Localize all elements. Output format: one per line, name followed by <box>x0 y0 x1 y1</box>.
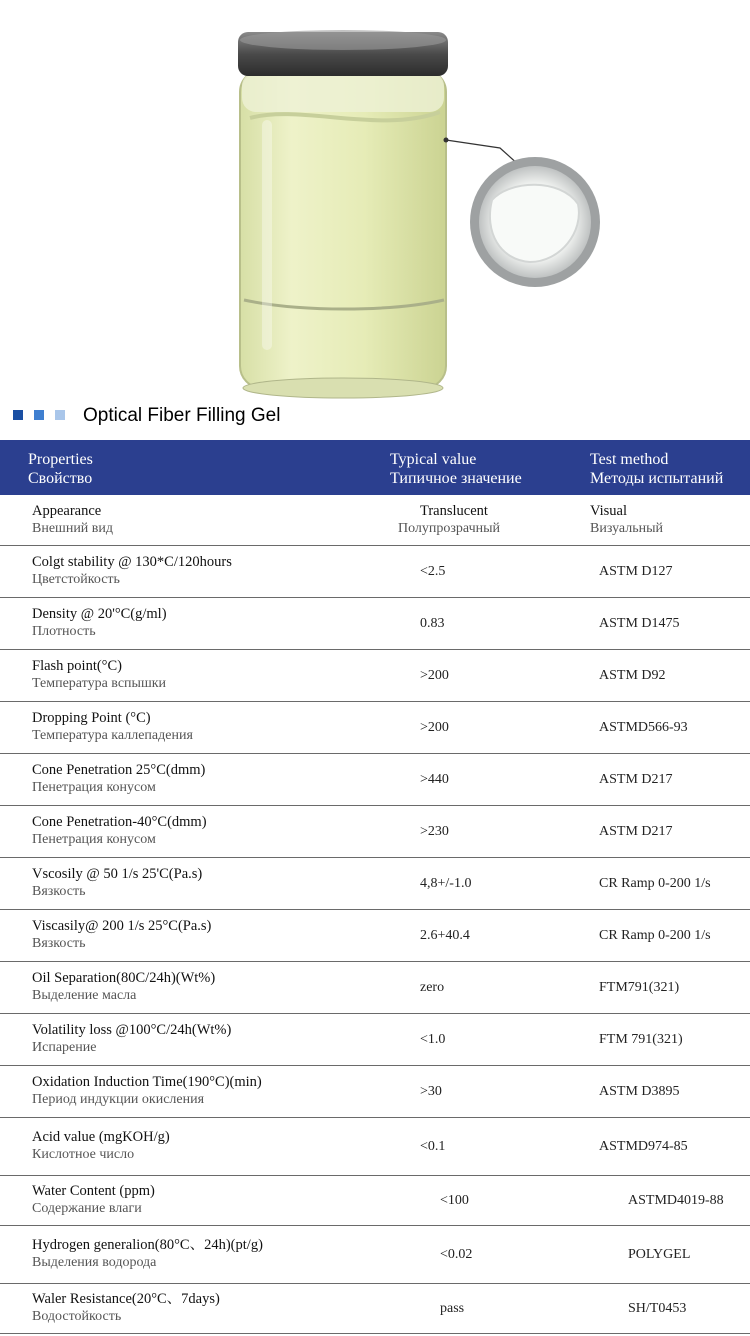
method-ru: Визуальный <box>590 520 663 536</box>
property-name-ru: Внешний вид <box>32 520 114 536</box>
table-row <box>0 1013 750 1065</box>
property-name-en: Density @ 20'°C(g/ml) <box>32 606 167 622</box>
property-cell <box>0 1065 390 1117</box>
header-typical-ru: Типичное значение <box>390 470 522 487</box>
property-name-en: Cone Penetration 25°C(dmm) <box>32 762 206 778</box>
property-name-ru: Пенетрация конусом <box>32 832 156 847</box>
value-cell: <100 <box>390 1175 590 1225</box>
property-name-ru: Содержание влаги <box>32 1201 142 1216</box>
method-cell: FTM 791(321) <box>590 1013 750 1065</box>
header-typical-value <box>390 440 590 495</box>
property-name-ru: Вязкость <box>32 884 86 899</box>
property-name-ru: Плотность <box>32 624 96 639</box>
method-cell: FTM791(321) <box>590 961 750 1013</box>
property-name-en: Hydrogen generalion(80°C、24h)(pt/g) <box>32 1237 263 1253</box>
table-row <box>0 649 750 701</box>
property-cell <box>0 649 390 701</box>
property-name-ru: Выделение масла <box>32 988 137 1003</box>
property-cell <box>0 495 390 545</box>
value-cell: <2.5 <box>390 545 590 597</box>
method-cell: ASTM D92 <box>590 649 750 701</box>
method-cell: ASTM D3895 <box>590 1065 750 1117</box>
table-row <box>0 1225 750 1283</box>
property-name-en: Appearance <box>32 502 102 519</box>
header-typical-en: Typical value <box>390 451 477 468</box>
property-name-ru: Выделения водорода <box>32 1255 157 1270</box>
value-ru: Полупрозрачный <box>398 520 501 536</box>
property-name-ru: Испарение <box>32 1040 97 1055</box>
table-header-row <box>0 440 750 495</box>
property-name-ru: Вязкость <box>32 936 86 951</box>
property-name-ru: Период индукции окисления <box>32 1092 205 1107</box>
value-cell: <0.02 <box>390 1225 590 1283</box>
method-cell: ASTM D217 <box>590 805 750 857</box>
value-cell: pass <box>390 1283 590 1333</box>
method-cell: CR Ramp 0-200 1/s <box>590 909 750 961</box>
property-name-ru: Температура каллепадения <box>32 728 193 743</box>
property-name-en: Viscasily@ 200 1/s 25°C(Pa.s) <box>32 918 212 934</box>
property-cell <box>0 857 390 909</box>
property-name-ru: Пенетрация конусом <box>32 780 156 795</box>
value-cell: >30 <box>390 1065 590 1117</box>
property-cell <box>0 1013 390 1065</box>
property-cell <box>0 701 390 753</box>
table-row <box>0 909 750 961</box>
table-row <box>0 1175 750 1225</box>
method-cell: ASTM D127 <box>590 545 750 597</box>
value-cell: >200 <box>390 649 590 701</box>
value-cell: >230 <box>390 805 590 857</box>
table-row <box>0 1065 750 1117</box>
table-row <box>0 857 750 909</box>
table-row <box>0 961 750 1013</box>
header-properties-en: Properties <box>28 451 93 468</box>
section-title-bar <box>0 398 750 438</box>
property-name-en: Vscosily @ 50 1/s 25'C(Pa.s) <box>32 866 203 882</box>
value-cell: <1.0 <box>390 1013 590 1065</box>
header-method-ru: Методы испытаний <box>590 470 724 487</box>
property-name-ru: Водостойкость <box>32 1309 122 1324</box>
square-icon-medium <box>34 410 44 420</box>
property-cell <box>0 1283 390 1333</box>
table-row <box>0 495 750 545</box>
value-cell: >200 <box>390 701 590 753</box>
property-cell <box>0 1225 390 1283</box>
table-row <box>0 753 750 805</box>
value-cell: 2.6+40.4 <box>390 909 590 961</box>
method-cell <box>590 495 750 545</box>
method-cell: CR Ramp 0-200 1/s <box>590 857 750 909</box>
property-cell <box>0 1175 390 1225</box>
square-icon-dark <box>13 410 23 420</box>
property-cell <box>0 909 390 961</box>
header-properties-ru: Свойство <box>28 470 93 487</box>
value-cell: >440 <box>390 753 590 805</box>
value-cell: <0.1 <box>390 1117 590 1175</box>
method-en: Visual <box>590 502 627 519</box>
property-cell <box>0 753 390 805</box>
square-icon-light <box>55 410 65 420</box>
property-name-ru: Кислотное число <box>32 1147 135 1162</box>
method-cell: ASTM D1475 <box>590 597 750 649</box>
value-en: Translucent <box>420 502 488 519</box>
table-row <box>0 545 750 597</box>
spec-table <box>0 440 750 1334</box>
property-cell <box>0 961 390 1013</box>
method-cell: ASTMD974-85 <box>590 1117 750 1175</box>
property-name-en: Waler Resistance(20°C、7days) <box>32 1291 220 1307</box>
table-row <box>0 597 750 649</box>
property-name-en: Water Content (ppm) <box>32 1183 155 1199</box>
table-row <box>0 805 750 857</box>
property-name-en: Acid value (mgKOH/g) <box>32 1129 170 1145</box>
property-name-ru: Цветстойкость <box>32 572 120 587</box>
property-cell <box>0 1117 390 1175</box>
property-name-en: Flash point(°C) <box>32 658 122 674</box>
property-name-en: Volatility loss @100°C/24h(Wt%) <box>32 1022 232 1038</box>
method-cell: ASTMD566-93 <box>590 701 750 753</box>
method-cell: SH/T0453 <box>590 1283 750 1333</box>
gel-jar-image <box>0 0 750 400</box>
table-row <box>0 1117 750 1175</box>
method-cell: ASTMD4019-88 <box>590 1175 750 1225</box>
method-cell: ASTM D217 <box>590 753 750 805</box>
method-cell: POLYGEL <box>590 1225 750 1283</box>
header-test-method <box>590 440 750 495</box>
value-cell: 4,8+/-1.0 <box>390 857 590 909</box>
property-cell <box>0 597 390 649</box>
value-cell: 0.83 <box>390 597 590 649</box>
header-properties <box>0 440 390 495</box>
property-name-ru: Температура вспышки <box>32 676 167 691</box>
property-name-en: Oil Separation(80C/24h)(Wt%) <box>32 970 216 986</box>
property-cell <box>0 805 390 857</box>
property-cell <box>0 545 390 597</box>
property-name-en: Dropping Point (°C) <box>32 710 151 726</box>
header-method-en: Test method <box>590 451 669 468</box>
page-title: Optical Fiber Filling Gel <box>83 405 281 426</box>
property-name-en: Cone Penetration-40°C(dmm) <box>32 814 207 830</box>
table-row <box>0 1283 750 1333</box>
value-cell <box>390 495 590 545</box>
product-photo <box>0 0 750 400</box>
value-cell: zero <box>390 961 590 1013</box>
property-name-en: Colgt stability @ 130*C/120hours <box>32 554 232 570</box>
property-name-en: Oxidation Induction Time(190°C)(min) <box>32 1074 262 1090</box>
table-row <box>0 701 750 753</box>
